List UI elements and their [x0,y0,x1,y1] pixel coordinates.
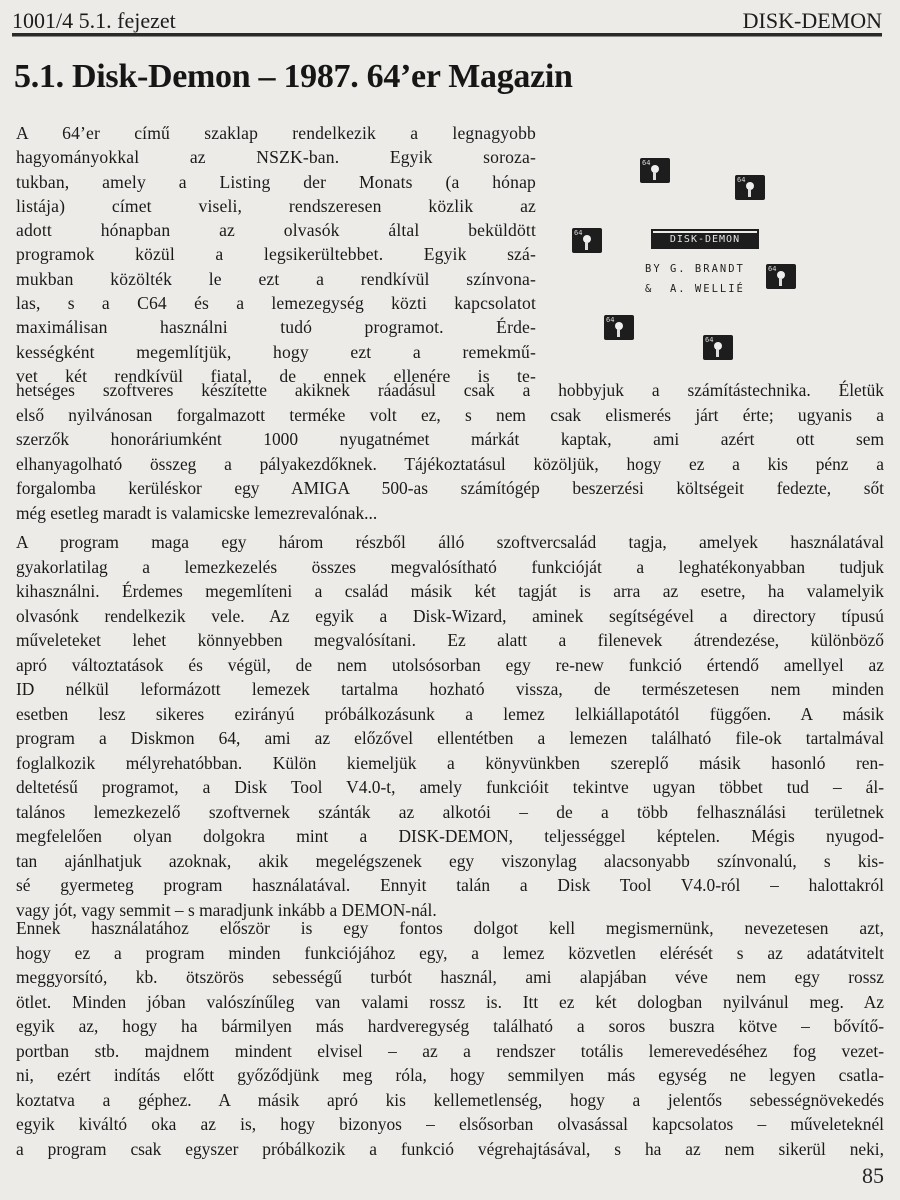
text-line: listája) címet viseli, rendszeresen közlik az [16,195,536,216]
credit-line-1: BY G. BRANDT [645,263,745,275]
text-line: ni, ezért indítás előtt győződjünk meg róla, hogy semmilyen más egység ne legyen csatla- [16,1065,884,1085]
credit-line-2: & A. WELLIÉ [645,283,745,295]
header-chapter: 1001/4 5.1. fejezet [12,8,176,33]
text-line: hetséges szoftveres készítette akiknek ráadásul csak a hobbyjuk a számítástechnika. Életük [16,380,884,400]
text-line: kihasználni. Érdemes megemlíteni a család másik két tagját is arra az esetre, ha valamelyik [16,581,884,601]
header-program-name: DISK-DEMON [742,8,882,33]
text-line: koztatva a géphez. A másik apró kis kellemetlenség, hogy a jelentős sebességnövekedés [16,1089,884,1110]
text-line: Ennek használatához először is egy fontos dolgot kell megismernünk, nevezetesen azt, [16,918,884,938]
text-line: a program csak egyszer próbálkozik a funkció végrehajtásával, s ha az nem sikerül neki, [16,1138,884,1159]
disk-label: 64 [768,265,777,273]
floppy-disk-icon [703,335,733,360]
program-screenshot [560,140,860,390]
floppy-disk-icon [640,158,670,183]
text-line: apró változtatások és végül, de nem utolsósorban egy re-new funkció értendő amellyel az [16,654,884,675]
text-line: ötlet. Minden jóban valószínűleg van valami rossz is. Itt ez két dologban nyilvánul meg. Az [16,991,884,1012]
section-title: 5.1. Disk-Demon – 1987. 64’er Magazin [14,58,573,95]
floppy-disk-icon [604,315,634,340]
text-line: sé gyermeteg program használatával. Ennyit talán a Disk Tool V4.0-ról – halottakról [16,875,884,895]
text-line: A program maga egy három részből álló szoftvercsalád tagja, amelyek használatával [16,532,884,552]
text-line: szerzők honoráriumként 1000 nyugatnémet márkát kaptak, ami azért ott sem [16,429,884,449]
floppy-disk-icon [572,228,602,253]
disk-label: 64 [574,229,583,237]
text-line: esetben lesz sikeres ezirányú próbálkozásunk a lemez lelkiállapotától függően. A másik [16,703,884,724]
text-line: forgalomba kerüléskor egy AMIGA 500-as számítógép beszerzési költségeit fedezte, sőt [16,478,884,498]
text-line: egyik kiváltó oka az is, hogy bizonyos – elsősorban olvasással kapcsolatos – műveleteknél [16,1114,884,1134]
disk-label: 64 [705,336,714,344]
program-banner: DISK-DEMON [653,231,757,247]
header-rule [12,33,882,37]
text-line: A 64’er című szaklap rendelkezik a legnagyobb [16,123,536,143]
text-line: portban stb. majdnem mindent elvisel – az a rendszer totális lemerevedéséhez fog vezet- [16,1040,884,1061]
text-line: kességként megemlítjük, hogy ezt a remekmű- [16,341,536,362]
text-line: egyik az, hogy ha bármilyen más hardveregység található a soros buszra kötve – bővítő- [16,1016,884,1036]
text-line: hagyományokkal az NSZK-ban. Egyik soroza- [16,147,536,168]
text-line: még esetleg maradt is valamicske lemezrevalónak... [16,502,378,523]
text-line: adott hónapban az olvasók által beküldött [16,220,536,241]
floppy-disk-icon [766,264,796,289]
paragraph-1 [16,378,884,525]
text-line: deltetésű programot, a Disk Tool V4.0-t, amely funkcióit tekintve ugyan többet tud – ál- [16,777,884,797]
running-header [12,4,882,34]
paragraph-3 [16,916,884,1161]
text-line: las, s a C64 és a lemezegység közti kapcsolatot [16,293,536,314]
text-line: programok közül a legsikerültebbet. Egyik szá- [16,244,536,265]
text-line: olvasónk rendelkezik vele. Az egyik a Disk-Wizard, aminek segítségével a directory típusú [16,605,884,626]
text-line: megfelelően olyan dolgokra mint a DISK-DEMON, teljességgel képtelen. Mégis nyugod- [16,826,884,846]
text-line: talános lemezkezelő szoftvernek szánták az alkotói – de a több felhasználási területnek [16,801,884,822]
intro-paragraph [16,121,536,388]
text-line: foglalkozik mélyrehatóbban. Külön kiemeljük a könyvünkben szereplő másik hasonló ren- [16,752,884,773]
paragraph-2 [16,530,884,922]
program-credits [645,259,745,299]
text-line: első nyilvánosan forgalmazott terméke volt ez, s nem csak elismerés járt érte; ugyanis a [16,404,884,425]
text-line: tan ajánlhatjuk azoknak, akik megelégszenek egy viszonylag alacsonyabb színvonalú, s kis- [16,850,884,871]
text-line: tukban, amely a Listing der Monats (a hónap [16,171,536,192]
text-line: vet két rendkívül fiatal, de ennek ellenére is te- [16,365,536,386]
text-line: maximálisan használni tudó programot. Érde- [16,317,536,338]
text-line: meggyorsító, kb. ötszörös sebességű turbót használ, ami alapjában véve nem egy rossz [16,967,884,987]
disk-label: 64 [642,159,651,167]
disk-label: 64 [737,176,746,184]
text-line: vagy jót, vagy semmit – s maradjunk inkább a DEMON-nál. [16,899,437,920]
text-line: mukban közölték le ezt a rendkívül színvona- [16,268,536,289]
floppy-disk-icon [735,175,765,200]
page-number: 85 [862,1163,884,1188]
text-line: gyakorlatilag a lemezkezelés összes megvalósítható funkcióját a leghatékonyabban tudjuk [16,556,884,577]
text-line: program a Diskmon 64, ami az előzővel ellentétben a lemezen található file-ok tartalmával [16,728,884,748]
text-line: elhanyagolható összeg a pályakezdőknek. Tájékoztatásul közöljük, hogy ez a kis pénz a [16,453,884,474]
text-line: ID nélkül leformázott lemezek tartalma hozható vissza, de természetesen nem minden [16,679,884,699]
disk-label: 64 [606,316,615,324]
text-line: műveleteket lehet könnyebben megvalósítani. Ez alatt a filenevek átrendezése, különböző [16,630,884,650]
text-line: hogy ez a program minden funkciójához egy, a lemez közvetlen elérését s az adatátvitelt [16,942,884,963]
